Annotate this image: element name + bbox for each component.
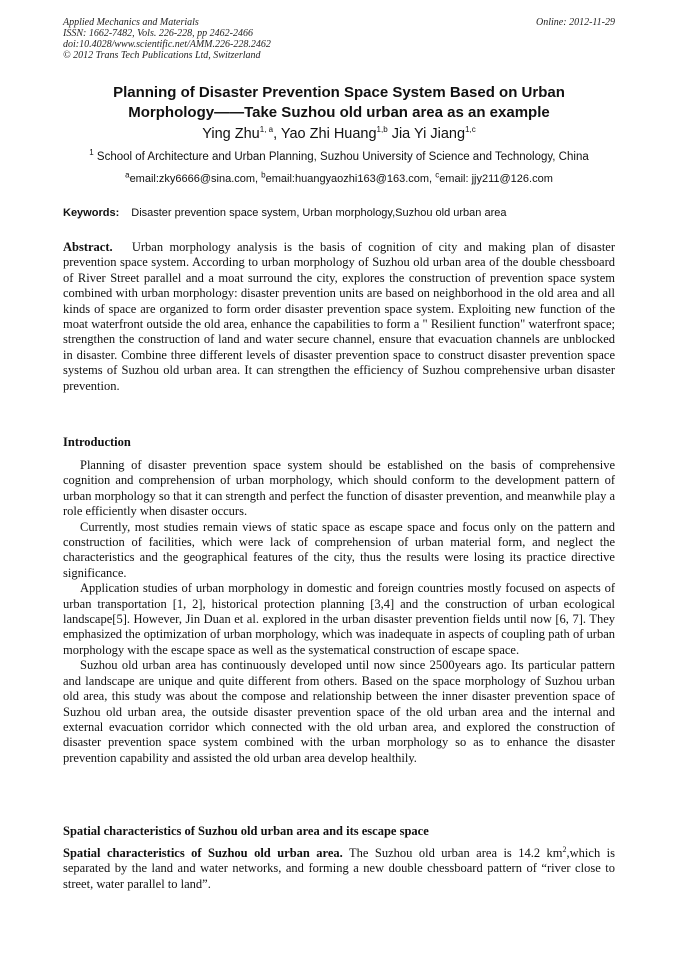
spatial-section-heading: Spatial characteristics of Suzhou old urban area and its escape space <box>63 824 429 838</box>
keywords <box>63 206 615 220</box>
intro-paragraph-4: Suzhou old urban area has continuously developed until now since 2500years ago. Its particular pattern and landscape are unique and quite different from others. Based on the space morphology of Suzhou urban old area, this study was about the compose and relationship between the inner disaster prevention space of Suzhou old urban area, the outside disaster prevention space of the old urban area and the internal and external evacuation corridor which connected with the old urban area, and explored the construction of disaster prevention space system combined with the urban morphology so as to enhance the disaster prevention capability and assisted the old urban area develop healthily. <box>63 658 615 765</box>
title-line-1: Planning of Disaster Prevention Space System Based on Urban <box>113 84 565 101</box>
email-a: email:zky6666@sina.com, <box>129 173 262 185</box>
author-1-affil: 1, a <box>259 125 274 135</box>
spatial-section-body <box>63 846 615 892</box>
author-emails <box>63 172 615 186</box>
affiliation <box>63 150 615 164</box>
abstract <box>63 240 615 394</box>
paper-title <box>63 83 615 123</box>
intro-paragraph-3: Application studies of urban morphology in domestic and foreign countries mostly focused on aspects of urban transportation [1, 2], historical protection planning [3,4] and the construction of urban ecological landscape[5]. However, Jin Duan et al. explored in the urban disaster prevention fields until now [6, 7]. They emphasized the optimization of urban morphology, which was inadequate in aspects of coupling path of urban morphology with the escape space as well as the systematical construction of escape space. <box>63 581 615 657</box>
author-2-affil: 1,b <box>376 125 388 135</box>
online-date: Online: 2012-11-29 <box>536 17 615 28</box>
email-b: email:huangyaozhi163@163.com, <box>265 173 436 185</box>
author-list <box>63 125 615 143</box>
affiliation-text: School of Architecture and Urban Planning, Suzhou University of Science and Technology, China <box>93 151 589 163</box>
spatial-lead: Spatial characteristics of Suzhou old urban area. <box>63 846 343 860</box>
spatial-text-1: The Suzhou old urban area is 14.2 km <box>342 846 563 860</box>
author-2: Yao Zhi Huang <box>280 126 377 142</box>
keywords-text: Disaster prevention space system, Urban morphology,Suzhou old urban area <box>131 207 507 219</box>
introduction-heading: Introduction <box>63 435 131 449</box>
author-3-affil: 1,c <box>465 125 476 135</box>
intro-paragraph-1: Planning of disaster prevention space system should be established on the basis of comprehensive cognition and comprehension of urban morphology, which should conform to the development pattern of urban morphology so that it can strength and perfect the function of disaster prevention, and meanwhile play a role efficiently when disaster occurs. <box>63 458 615 519</box>
email-b-mark: b <box>261 170 266 180</box>
author-sep-1: , <box>273 126 281 142</box>
email-a-mark: a <box>125 170 130 180</box>
email-c-mark: c <box>435 170 440 180</box>
spatial-text-2: ,which is separated by the land and water networks, and forming a new double chessboard pattern of “river close to street, water parallel to land”. <box>63 846 615 891</box>
author-3: Jia Yi Jiang <box>391 126 466 142</box>
introduction-body <box>63 458 615 766</box>
abstract-label: Abstract. <box>63 240 113 254</box>
doi-line: doi:10.4028/www.scientific.net/AMM.226-228.2462 <box>63 39 271 50</box>
journal-name: Applied Mechanics and Materials <box>63 17 199 28</box>
area-exponent: 2 <box>562 844 567 854</box>
running-header <box>63 17 615 61</box>
email-c: email: jjy211@126.com <box>439 173 553 185</box>
affiliation-number: 1 <box>89 148 94 158</box>
abstract-text: Urban morphology analysis is the basis of cognition of city and making plan of disaster prevention space system. According to urban morphology of Suzhou old urban area of the double chessboard of River Street parallel and a moat surround the city, explores the construction of prevention space system combined with urban morphology: disaster prevention units are based on neighborhood in the old area and all kinds of space are organized to form order disaster prevention space system. Exploiting new function of the moat waterfront outside the old area, enhance the capabilities to form a " Resilient function" waterfront space; strengthen the construction of land and water secure channel, ensure that evacuation channels are unblocked in disaster. Combine three different levels of disaster prevention space to construct disaster prevention space systems of Suzhou old urban area. It can strengthen the efficiency of Suzhou comprehensive urban disaster prevention. <box>63 240 616 393</box>
keywords-label: Keywords: <box>63 207 120 219</box>
copyright-line: © 2012 Trans Tech Publications Ltd, Switzerland <box>63 50 261 61</box>
author-1: Ying Zhu <box>202 126 260 142</box>
issn-line: ISSN: 1662-7482, Vols. 226-228, pp 2462-2466 <box>63 28 253 39</box>
title-line-2: Morphology——Take Suzhou old urban area as an example <box>128 104 550 121</box>
intro-paragraph-2: Currently, most studies remain views of static space as escape space and focus only on the pattern and construction of facilities, which were lack of comprehension of urban material form, and neglect the characteristics and the geographical features of the city, thus the results were losing its practice directive significance. <box>63 519 615 580</box>
